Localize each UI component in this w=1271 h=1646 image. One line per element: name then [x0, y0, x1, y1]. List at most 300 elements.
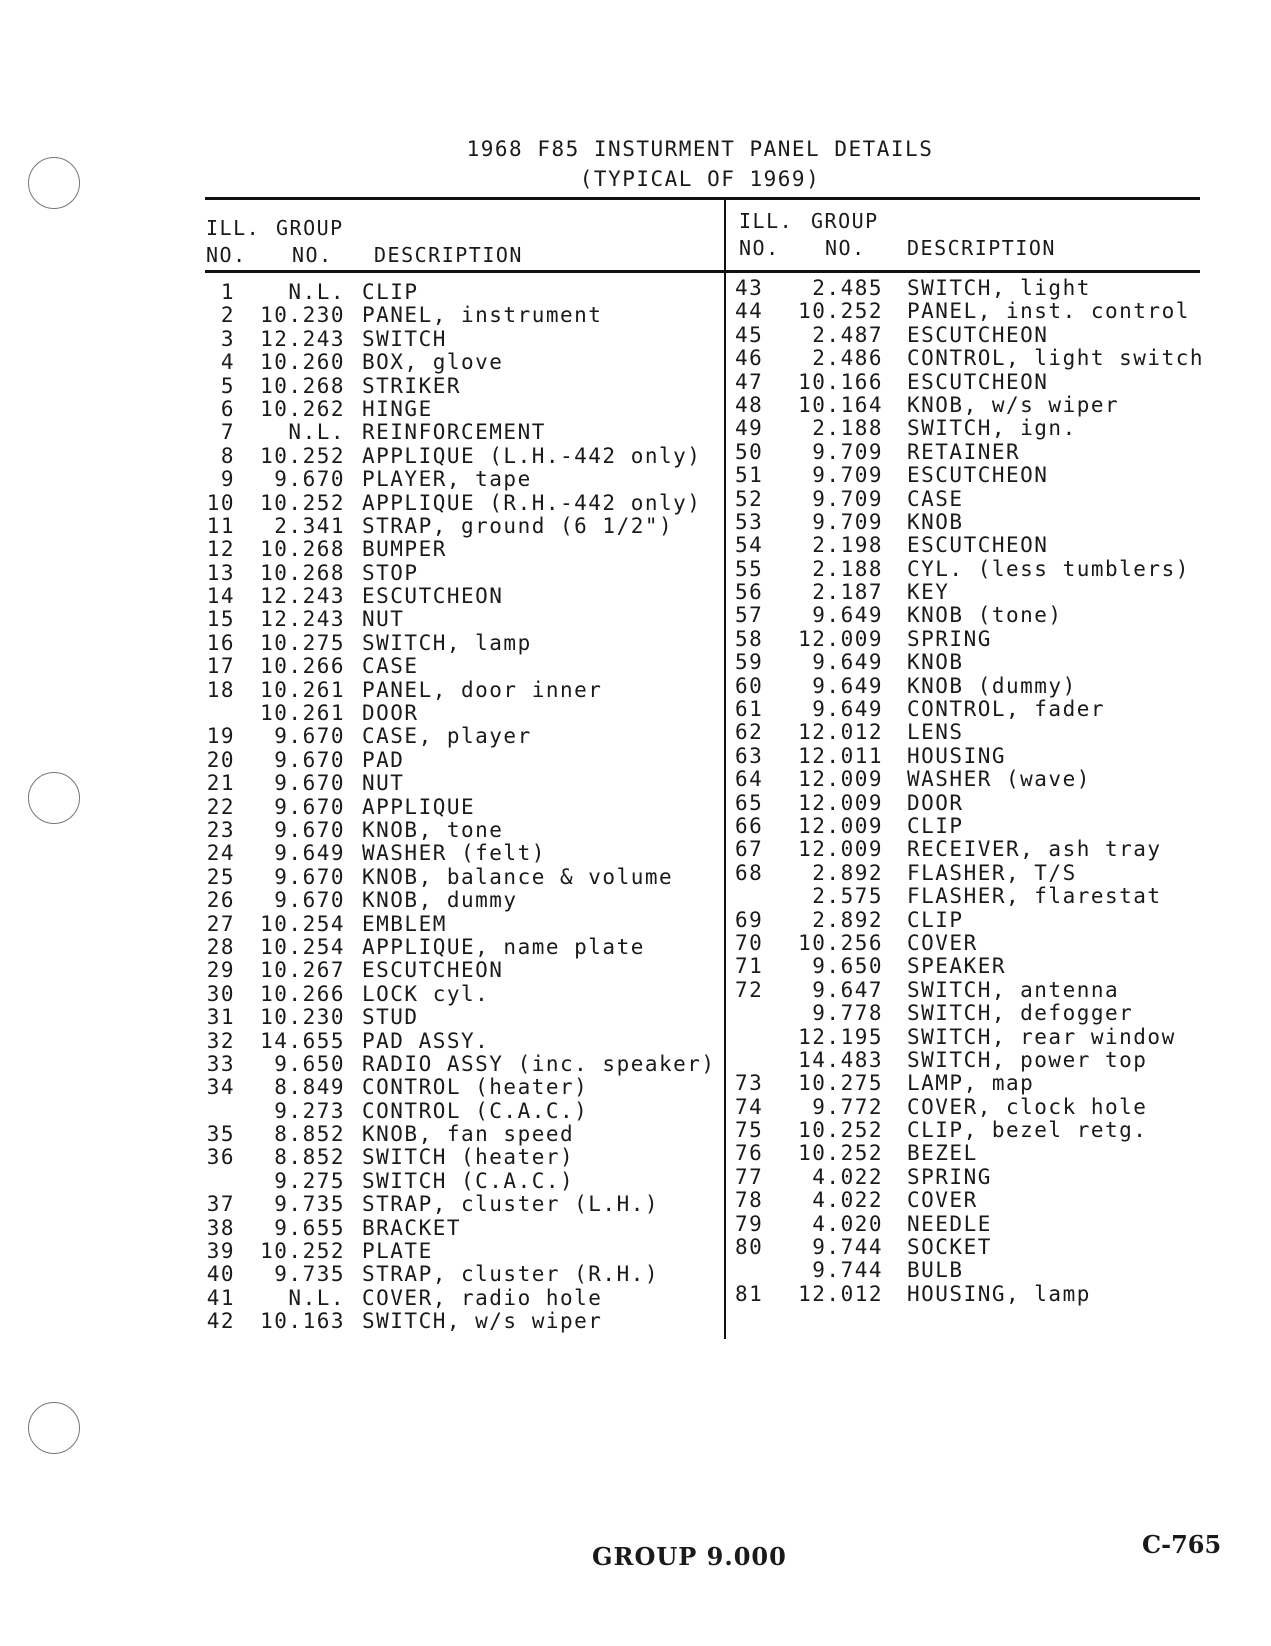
table-row	[735, 650, 1205, 673]
table-row	[735, 1071, 1205, 1094]
group-number: 8.852	[274, 1122, 345, 1147]
ill-number: 21	[206, 771, 235, 796]
part-description: BRACKET	[362, 1215, 462, 1240]
part-description: FLASHER, flarestat	[907, 884, 1162, 909]
part-description: LENS	[907, 720, 964, 745]
table-row	[735, 1118, 1205, 1141]
table-row	[205, 1216, 720, 1239]
left-parts-list	[205, 280, 720, 1333]
group-number: 12.009	[798, 813, 883, 838]
part-description: RECEIVER, ash tray	[907, 837, 1162, 862]
group-number: 10.252	[260, 443, 345, 468]
ill-number: 11	[206, 513, 235, 538]
part-description: REINFORCEMENT	[362, 420, 546, 445]
left-header-ill: ILL.	[206, 216, 261, 240]
table-row	[735, 720, 1205, 743]
part-description: COVER	[907, 1188, 978, 1213]
part-description: ESCUTCHEON	[362, 958, 504, 983]
table-row	[735, 299, 1205, 322]
table-row	[735, 346, 1205, 369]
table-row	[205, 1286, 720, 1309]
group-number: 10.163	[260, 1309, 345, 1334]
group-number: N.L.	[288, 1285, 345, 1310]
ill-number: 14	[206, 584, 235, 609]
table-row	[735, 603, 1205, 626]
ill-number: 66	[735, 813, 764, 838]
table-row	[205, 303, 720, 326]
ill-number: 55	[735, 556, 764, 581]
table-row	[735, 1095, 1205, 1118]
part-description: SWITCH, rear window	[907, 1024, 1176, 1049]
group-number: 10.252	[798, 299, 883, 324]
table-row	[205, 1169, 720, 1192]
group-number: 9.670	[274, 467, 345, 492]
group-number: 2.188	[812, 416, 883, 441]
ill-number: 13	[206, 560, 235, 585]
table-row	[205, 818, 720, 841]
part-description: CONTROL, fader	[907, 697, 1106, 722]
group-number: 8.852	[274, 1145, 345, 1170]
group-number: N.L.	[288, 420, 345, 445]
group-number: 10.254	[260, 911, 345, 936]
table-row	[735, 1212, 1205, 1235]
ill-number: 32	[206, 1028, 235, 1053]
group-number: 9.772	[812, 1094, 883, 1119]
ill-number: 42	[206, 1309, 235, 1334]
part-description: CLIP, bezel retg.	[907, 1118, 1148, 1143]
part-description: PAD	[362, 747, 405, 772]
part-description: SWITCH (heater)	[362, 1145, 575, 1170]
group-number: 9.649	[274, 841, 345, 866]
table-row	[205, 888, 720, 911]
ill-number: 59	[735, 650, 764, 675]
part-description: STRAP, cluster (R.H.)	[362, 1262, 660, 1287]
ill-number: 76	[735, 1141, 764, 1166]
group-number: 12.195	[798, 1024, 883, 1049]
table-row	[735, 767, 1205, 790]
left-header-group: GROUP	[276, 216, 344, 240]
table-row	[205, 444, 720, 467]
part-description: COVER, radio hole	[362, 1285, 603, 1310]
punch-hole-middle	[28, 772, 80, 824]
ill-number: 20	[206, 747, 235, 772]
punch-hole-top	[28, 157, 80, 209]
table-row	[205, 1192, 720, 1215]
ill-number: 73	[735, 1071, 764, 1096]
table-row	[205, 1239, 720, 1262]
table-row	[205, 327, 720, 350]
part-description: NUT	[362, 771, 405, 796]
group-number: 9.275	[274, 1168, 345, 1193]
ill-number: 57	[735, 603, 764, 628]
table-row	[205, 631, 720, 654]
table-row	[735, 1001, 1205, 1024]
page-subtitle: (TYPICAL OF 1969)	[579, 167, 821, 191]
group-number: 10.261	[260, 701, 345, 726]
part-description: COVER	[907, 930, 978, 955]
table-row	[205, 748, 720, 771]
ill-number: 34	[206, 1075, 235, 1100]
part-description: KNOB, dummy	[362, 888, 518, 913]
ill-number: 9	[220, 467, 235, 492]
ill-number: 47	[735, 369, 764, 394]
part-description: STUD	[362, 1005, 419, 1030]
part-description: STRAP, cluster (L.H.)	[362, 1192, 660, 1217]
right-header-group-no: NO.	[825, 236, 866, 260]
part-description: HINGE	[362, 396, 433, 421]
table-row	[205, 912, 720, 935]
table-row	[205, 374, 720, 397]
group-number: 10.230	[260, 1005, 345, 1030]
part-description: CASE, player	[362, 724, 532, 749]
ill-number: 19	[206, 724, 235, 749]
ill-number: 44	[735, 299, 764, 324]
part-description: LAMP, map	[907, 1071, 1035, 1096]
ill-number: 3	[220, 326, 235, 351]
table-row	[735, 1141, 1205, 1164]
ill-number: 52	[735, 486, 764, 511]
left-header-group-no: NO.	[292, 243, 333, 267]
table-row	[205, 584, 720, 607]
group-number: 9.670	[274, 817, 345, 842]
part-description: APPLIQUE	[362, 794, 476, 819]
group-number: 10.268	[260, 537, 345, 562]
right-parts-list	[735, 276, 1205, 1305]
ill-number: 56	[735, 580, 764, 605]
table-row	[205, 701, 720, 724]
group-number: 9.670	[274, 794, 345, 819]
group-number: 10.252	[798, 1118, 883, 1143]
ill-number: 30	[206, 981, 235, 1006]
ill-number: 29	[206, 958, 235, 983]
group-number: 10.266	[260, 654, 345, 679]
part-description: APPLIQUE (L.H.-442 only)	[362, 443, 702, 468]
group-number: 2.188	[812, 556, 883, 581]
ill-number: 8	[220, 443, 235, 468]
group-number: 12.009	[798, 837, 883, 862]
table-row	[735, 884, 1205, 907]
table-row	[735, 393, 1205, 416]
table-row	[735, 323, 1205, 346]
ill-number: 48	[735, 392, 764, 417]
ill-number: 1	[220, 280, 235, 304]
footer-group-number: GROUP 9.000	[592, 1542, 787, 1571]
ill-number: 71	[735, 954, 764, 979]
group-number: 10.254	[260, 934, 345, 959]
group-number: 9.670	[274, 888, 345, 913]
group-number: 10.262	[260, 396, 345, 421]
table-row	[735, 954, 1205, 977]
ill-number: 80	[735, 1235, 764, 1260]
group-number: 12.009	[798, 626, 883, 651]
ill-number: 77	[735, 1164, 764, 1189]
ill-number: 2	[220, 303, 235, 328]
part-description: STRAP, ground (6 1/2")	[362, 513, 674, 538]
part-description: ESCUTCHEON	[907, 322, 1049, 347]
part-description: SPRING	[907, 1164, 992, 1189]
group-number: 8.849	[274, 1075, 345, 1100]
ill-number: 74	[735, 1094, 764, 1119]
part-description: CONTROL (heater)	[362, 1075, 589, 1100]
table-row	[205, 491, 720, 514]
table-row	[205, 420, 720, 443]
table-row	[205, 678, 720, 701]
part-description: SWITCH, lamp	[362, 630, 532, 655]
part-description: PANEL, instrument	[362, 303, 603, 328]
group-number: 10.268	[260, 560, 345, 585]
part-description: KNOB, fan speed	[362, 1122, 575, 1147]
ill-number: 50	[735, 439, 764, 464]
part-description: CYL. (less tumblers)	[907, 556, 1190, 581]
group-number: 12.012	[798, 720, 883, 745]
footer-page-number: C-765	[1142, 1530, 1222, 1559]
part-description: SWITCH, antenna	[907, 977, 1120, 1002]
part-description: SOCKET	[907, 1235, 992, 1260]
ill-number: 37	[206, 1192, 235, 1217]
part-description: SWITCH, defogger	[907, 1001, 1134, 1026]
right-header-ill: ILL.	[739, 209, 794, 233]
ill-number: 28	[206, 934, 235, 959]
ill-number: 72	[735, 977, 764, 1002]
group-number: 9.655	[274, 1215, 345, 1240]
table-row	[205, 1005, 720, 1028]
part-description: WASHER (felt)	[362, 841, 546, 866]
group-number: 10.275	[260, 630, 345, 655]
part-description: SWITCH, w/s wiper	[362, 1309, 603, 1334]
group-number: 10.260	[260, 350, 345, 375]
group-number: 14.483	[798, 1047, 883, 1072]
part-description: HOUSING	[907, 743, 1007, 768]
part-description: KNOB	[907, 650, 964, 675]
page-title: 1968 F85 INSTURMENT PANEL DETAILS	[466, 137, 934, 161]
ill-number: 33	[206, 1051, 235, 1076]
part-description: CLIP	[362, 280, 419, 304]
group-number: 2.485	[812, 276, 883, 300]
group-number: 10.275	[798, 1071, 883, 1096]
part-description: ESCUTCHEON	[907, 463, 1049, 488]
ill-number: 27	[206, 911, 235, 936]
table-row	[205, 1052, 720, 1075]
ill-number: 69	[735, 907, 764, 932]
group-number: 10.230	[260, 303, 345, 328]
ill-number: 7	[220, 420, 235, 445]
group-number: 9.670	[274, 771, 345, 796]
ill-number: 43	[735, 276, 764, 300]
table-row	[205, 795, 720, 818]
table-row	[205, 350, 720, 373]
table-row	[205, 537, 720, 560]
table-row	[205, 1099, 720, 1122]
part-description: SPEAKER	[907, 954, 1007, 979]
table-row	[735, 487, 1205, 510]
table-row	[205, 771, 720, 794]
table-row	[735, 814, 1205, 837]
ill-number: 49	[735, 416, 764, 441]
part-description: CLIP	[907, 813, 964, 838]
part-description: KNOB	[907, 509, 964, 534]
group-number: 14.655	[260, 1028, 345, 1053]
table-row	[205, 982, 720, 1005]
ill-number: 40	[206, 1262, 235, 1287]
table-row	[205, 607, 720, 630]
ill-number: 6	[220, 396, 235, 421]
table-top-rule	[205, 197, 1200, 200]
table-center-divider	[724, 197, 726, 1339]
part-description: PLAYER, tape	[362, 467, 532, 492]
part-description: KEY	[907, 580, 950, 605]
ill-number: 79	[735, 1211, 764, 1236]
part-description: KNOB, w/s wiper	[907, 392, 1120, 417]
group-number: 9.735	[274, 1262, 345, 1287]
table-row	[205, 561, 720, 584]
table-row	[735, 1235, 1205, 1258]
ill-number: 63	[735, 743, 764, 768]
group-number: 9.709	[812, 463, 883, 488]
part-description: BEZEL	[907, 1141, 978, 1166]
ill-number: 25	[206, 864, 235, 889]
ill-number: 35	[206, 1122, 235, 1147]
part-description: APPLIQUE (R.H.-442 only)	[362, 490, 702, 515]
part-description: SWITCH, light	[907, 276, 1091, 300]
part-description: APPLIQUE, name plate	[362, 934, 645, 959]
part-description: PANEL, door inner	[362, 677, 603, 702]
table-row	[735, 931, 1205, 954]
table-row	[735, 697, 1205, 720]
right-header-no: NO.	[739, 236, 780, 260]
table-row	[205, 1075, 720, 1098]
group-number: 12.009	[798, 790, 883, 815]
group-number: 10.261	[260, 677, 345, 702]
group-number: 9.649	[812, 673, 883, 698]
group-number: 12.243	[260, 326, 345, 351]
table-row	[735, 276, 1205, 299]
table-row	[735, 1048, 1205, 1071]
part-description: CONTROL, light switch	[907, 346, 1205, 371]
table-row	[735, 1165, 1205, 1188]
group-number: 2.198	[812, 533, 883, 558]
ill-number: 24	[206, 841, 235, 866]
part-description: PLATE	[362, 1239, 433, 1264]
ill-number: 4	[220, 350, 235, 375]
part-description: KNOB, balance & volume	[362, 864, 674, 889]
group-number: 2.487	[812, 322, 883, 347]
table-row	[205, 865, 720, 888]
table-row	[205, 958, 720, 981]
table-header-rule	[205, 270, 1200, 273]
part-description: HOUSING, lamp	[907, 1281, 1091, 1306]
table-row	[735, 627, 1205, 650]
table-row	[735, 510, 1205, 533]
ill-number: 22	[206, 794, 235, 819]
group-number: 9.735	[274, 1192, 345, 1217]
group-number: 12.243	[260, 584, 345, 609]
part-description: CASE	[362, 654, 419, 679]
part-description: EMBLEM	[362, 911, 447, 936]
part-description: ESCUTCHEON	[907, 369, 1049, 394]
group-number: 9.649	[812, 603, 883, 628]
part-description: SWITCH (C.A.C.)	[362, 1168, 575, 1193]
ill-number: 26	[206, 888, 235, 913]
group-number: 4.022	[812, 1188, 883, 1213]
part-description: KNOB (dummy)	[907, 673, 1077, 698]
ill-number: 17	[206, 654, 235, 679]
part-description: DOOR	[362, 701, 419, 726]
ill-number: 38	[206, 1215, 235, 1240]
ill-number: 51	[735, 463, 764, 488]
group-number: 2.892	[812, 907, 883, 932]
ill-number: 75	[735, 1118, 764, 1143]
table-row	[205, 397, 720, 420]
ill-number: 62	[735, 720, 764, 745]
group-number: 10.166	[798, 369, 883, 394]
table-row	[735, 978, 1205, 1001]
ill-number: 45	[735, 322, 764, 347]
group-number: 2.892	[812, 860, 883, 885]
part-description: SWITCH, power top	[907, 1047, 1148, 1072]
group-number: 12.243	[260, 607, 345, 632]
group-number: 10.252	[260, 1239, 345, 1264]
table-row	[735, 440, 1205, 463]
table-row	[735, 674, 1205, 697]
group-number: 9.649	[812, 650, 883, 675]
part-description: RADIO ASSY (inc. speaker)	[362, 1051, 716, 1076]
group-number: 2.187	[812, 580, 883, 605]
ill-number: 18	[206, 677, 235, 702]
table-row	[735, 557, 1205, 580]
part-description: NUT	[362, 607, 405, 632]
left-header-no: NO.	[206, 243, 247, 267]
part-description: DOOR	[907, 790, 964, 815]
group-number: 10.164	[798, 392, 883, 417]
ill-number: 10	[206, 490, 235, 515]
part-description: ESCUTCHEON	[362, 584, 504, 609]
group-number: 9.647	[812, 977, 883, 1002]
group-number: 12.009	[798, 767, 883, 792]
right-header-description: DESCRIPTION	[907, 236, 1056, 260]
table-row	[735, 1258, 1205, 1281]
part-description: WASHER (wave)	[907, 767, 1091, 792]
table-row	[205, 724, 720, 747]
part-description: LOCK cyl.	[362, 981, 490, 1006]
table-row	[735, 463, 1205, 486]
table-row	[205, 935, 720, 958]
ill-number: 12	[206, 537, 235, 562]
group-number: 10.256	[798, 930, 883, 955]
ill-number: 58	[735, 626, 764, 651]
group-number: 9.670	[274, 747, 345, 772]
group-number: 9.778	[812, 1001, 883, 1026]
group-number: 10.267	[260, 958, 345, 983]
group-number: 9.744	[812, 1235, 883, 1260]
group-number: 12.012	[798, 1281, 883, 1306]
part-description: CONTROL (C.A.C.)	[362, 1098, 589, 1123]
table-row	[205, 280, 720, 303]
table-row	[205, 1029, 720, 1052]
part-description: STOP	[362, 560, 419, 585]
right-header-group: GROUP	[811, 209, 879, 233]
group-number: 2.341	[274, 513, 345, 538]
part-description: STRIKER	[362, 373, 462, 398]
part-description: ESCUTCHEON	[907, 533, 1049, 558]
table-row	[735, 908, 1205, 931]
ill-number: 54	[735, 533, 764, 558]
table-row	[735, 744, 1205, 767]
table-row	[735, 416, 1205, 439]
table-row	[735, 580, 1205, 603]
part-description: BULB	[907, 1258, 964, 1283]
group-number: 9.670	[274, 864, 345, 889]
ill-number: 67	[735, 837, 764, 862]
